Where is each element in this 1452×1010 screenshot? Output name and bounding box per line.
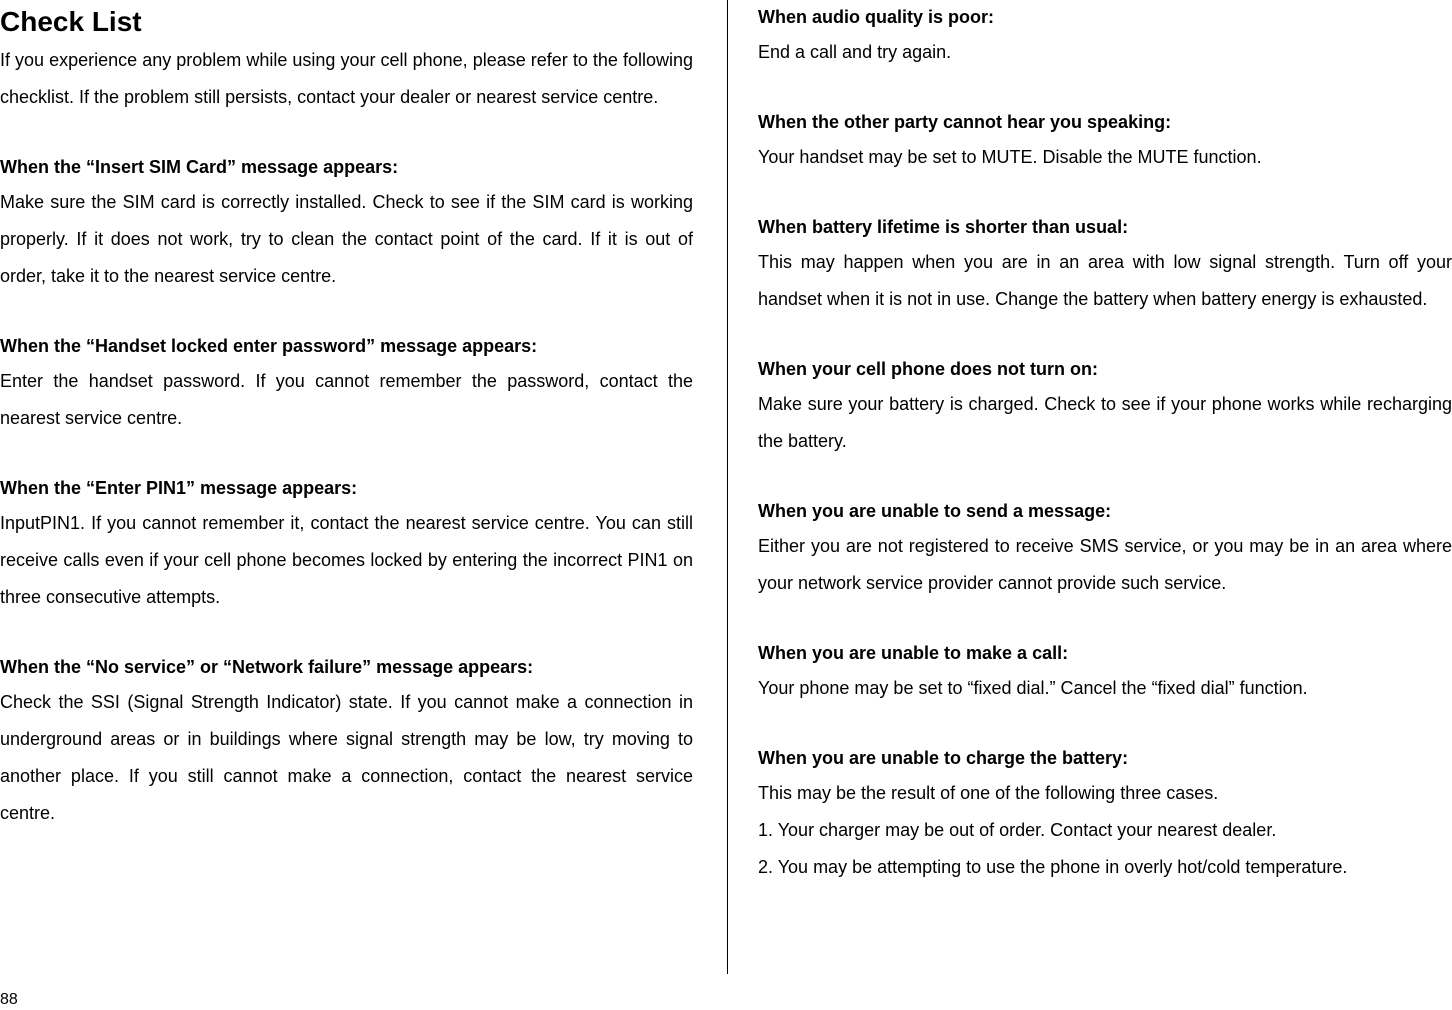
section-heading: When battery lifetime is shorter than usual: [758,217,1129,237]
page-number: 88 [0,991,18,1008]
section-heading: When the other party cannot hear you speaking: [758,112,1172,132]
section-other-party [758,105,1452,176]
section-heading: When the “Enter PIN1” message appears: [0,478,358,498]
section-body: Make sure your battery is charged. Check to see if your phone works while recharging the battery. [758,394,1452,451]
section-body: Enter the handset password. If you cannot remember the password, contact the nearest service centre. [0,371,693,428]
section-body: Your handset may be set to MUTE. Disable the MUTE function. [758,147,1262,167]
section-no-service [0,650,693,832]
section-body: Check the SSI (Signal Strength Indicator) state. If you cannot make a connection in underground areas or in buildings where signal strength may be low, try moving to another place. If you still cannot make a connection, contact the nearest service centre. [0,692,693,823]
section-body: Either you are not registered to receive SMS service, or you may be in an area where your network service provider cannot provide such service. [758,536,1452,593]
intro-paragraph: If you experience any problem while using your cell phone, please refer to the following checklist. If the problem still persists, contact your dealer or nearest service centre. [0,50,693,107]
section-heading: When the “No service” or “Network failure” message appears: [0,657,534,677]
section-phone-not-on [758,352,1452,460]
section-heading: When you are unable to charge the battery: [758,748,1129,768]
left-column [0,0,693,832]
section-body: This may happen when you are in an area with low signal strength. Turn off your handset when it is not in use. Change the battery when battery energy is exhausted. [758,252,1452,309]
section-body: This may be the result of one of the following three cases. [758,783,1219,803]
section-audio-quality [758,0,1452,71]
section-heading: When the “Handset locked enter password” message appears: [0,336,538,356]
section-body: Make sure the SIM card is correctly installed. Check to see if the SIM card is working properly. If it does not work, try to clean the contact point of the card. If it is out of order, take it to the nearest service centre. [0,192,693,286]
section-send-message [758,494,1452,602]
section-charge-battery [758,741,1452,886]
section-handset-locked [0,329,693,437]
section-heading: When you are unable to send a message: [758,501,1112,521]
section-insert-sim [0,150,693,295]
section-heading: When audio quality is poor: [758,7,994,27]
list-item: 2. You may be attempting to use the phone in overly hot/cold temperature. [758,857,1348,877]
page-title: Check List [0,6,142,37]
list-item: 1. Your charger may be out of order. Contact your nearest dealer. [758,820,1277,840]
right-column [758,0,1452,886]
section-heading: When the “Insert SIM Card” message appears: [0,157,399,177]
section-make-call [758,636,1452,707]
section-heading: When you are unable to make a call: [758,643,1069,663]
section-body: Your phone may be set to “fixed dial.” Cancel the “fixed dial” function. [758,678,1308,698]
section-battery-lifetime [758,210,1452,318]
section-enter-pin1 [0,471,693,616]
column-divider [727,0,728,974]
section-heading: When your cell phone does not turn on: [758,359,1098,379]
section-body: End a call and try again. [758,42,952,62]
section-body: InputPIN1. If you cannot remember it, contact the nearest service centre. You can still receive calls even if your cell phone becomes locked by entering the incorrect PIN1 on three consecutive attempts. [0,513,693,607]
